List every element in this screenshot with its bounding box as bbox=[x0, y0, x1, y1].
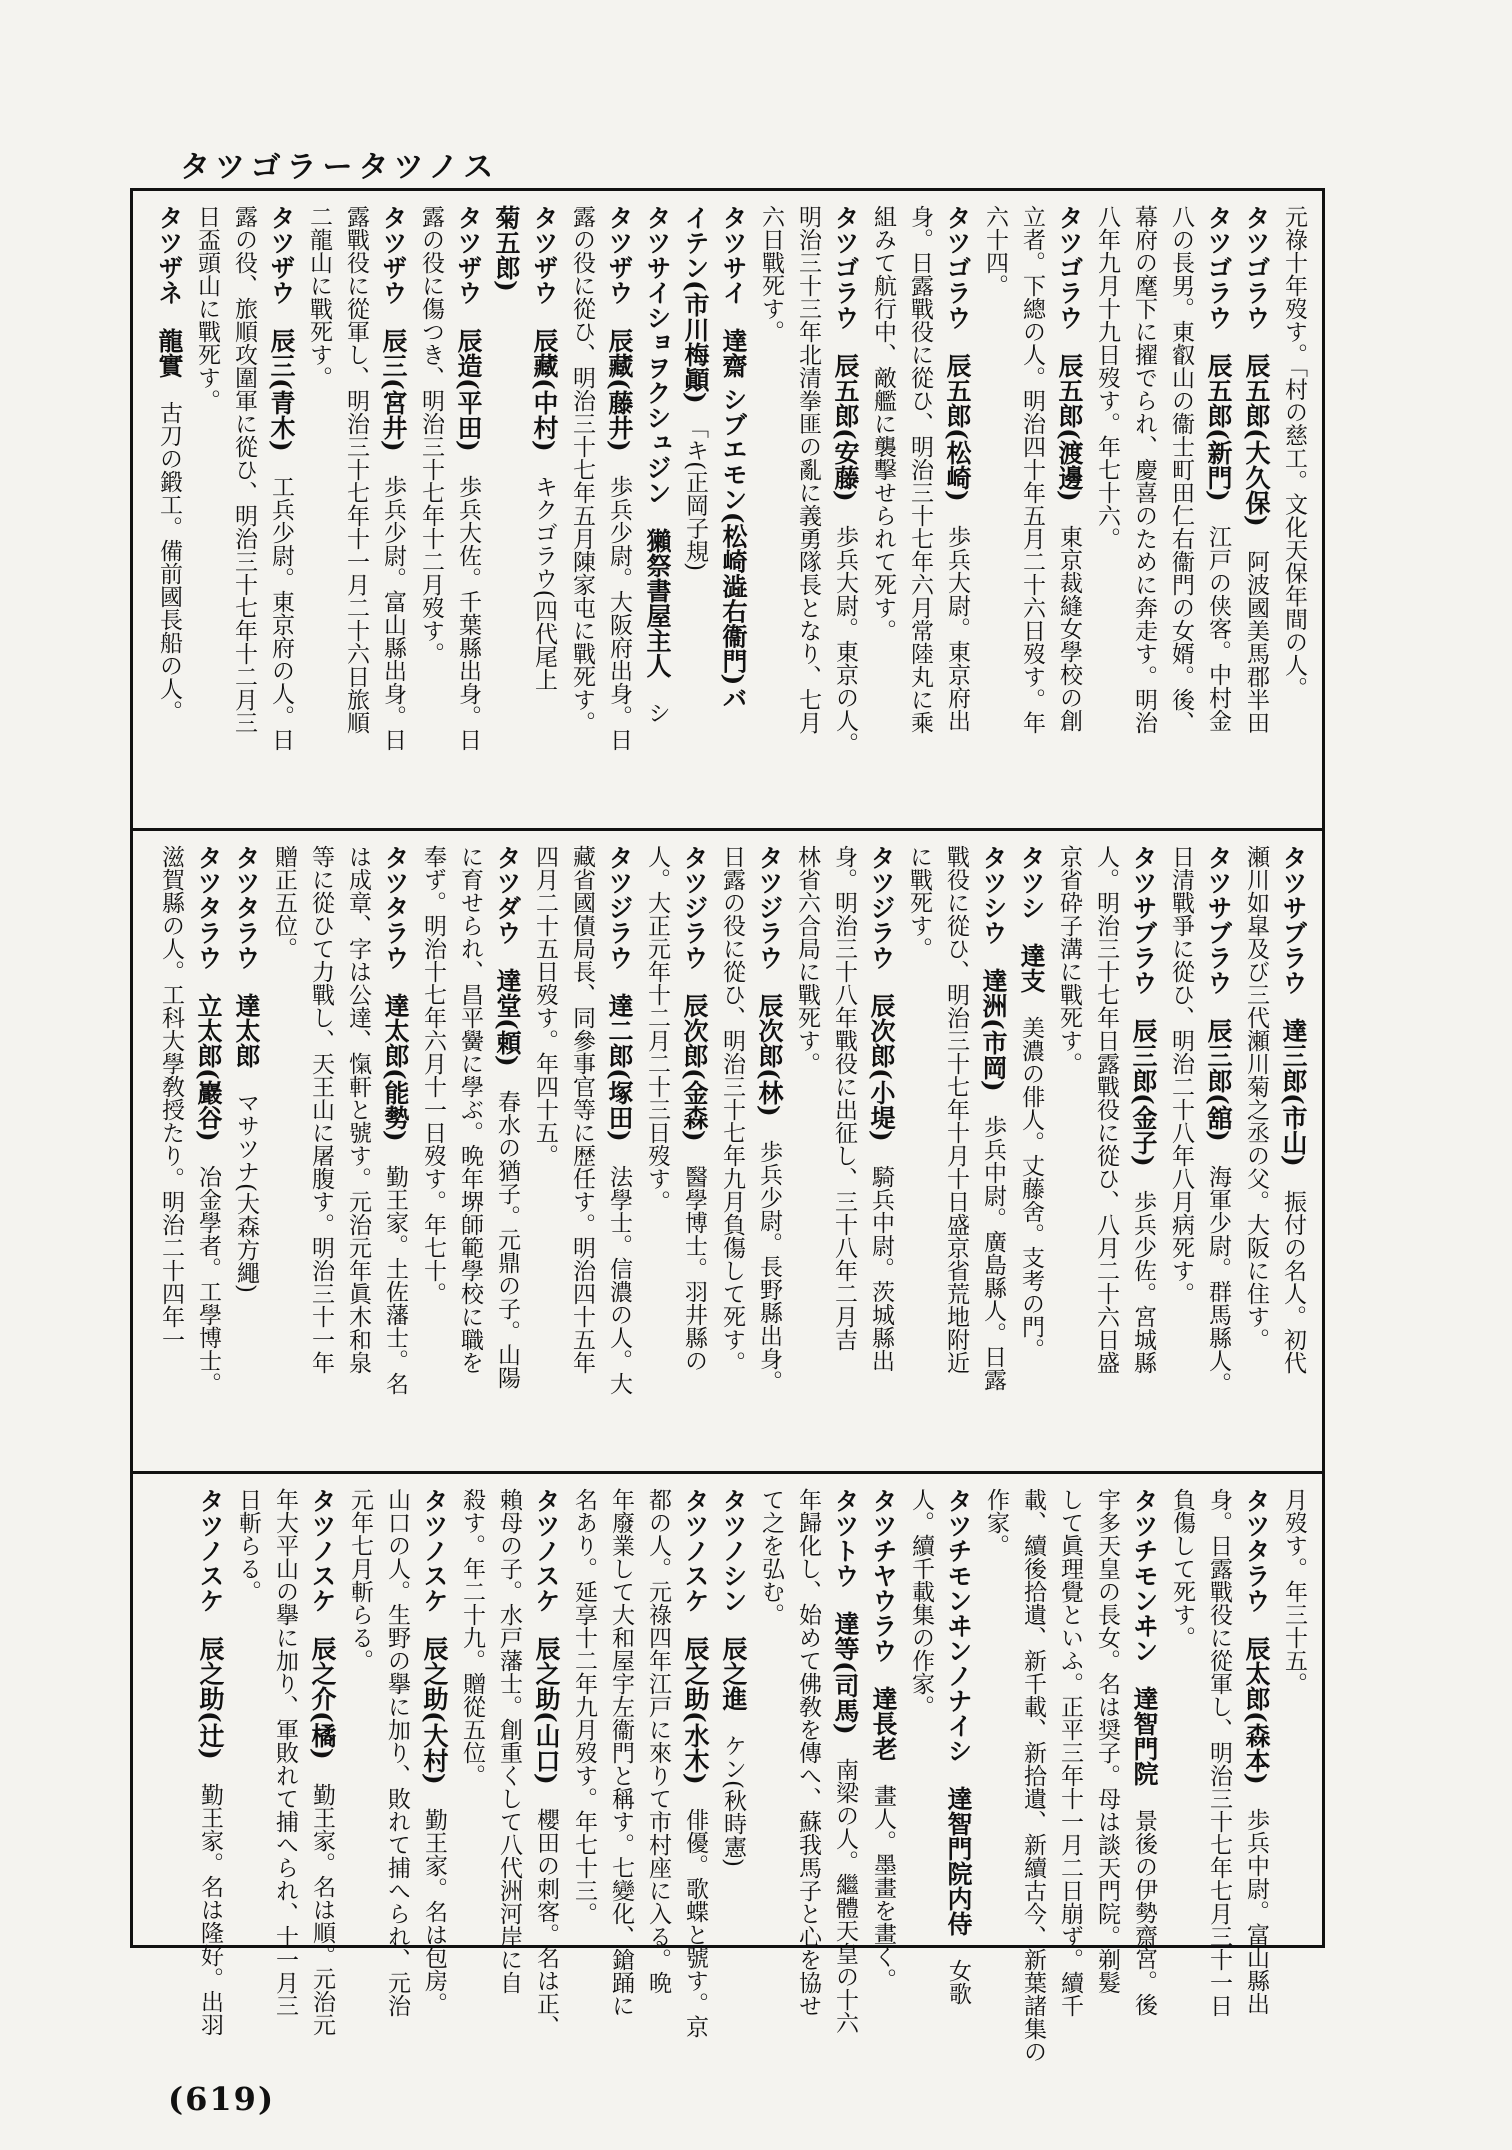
continuation-column bbox=[789, 205, 826, 818]
entry-text: 身。日露戰役に從ひ、明治三十七年六月常陸丸に乘 bbox=[907, 205, 933, 734]
entry-column bbox=[1050, 205, 1088, 818]
entry-text: 醫學博士。羽井縣の bbox=[681, 1164, 707, 1372]
entry-column bbox=[826, 205, 864, 818]
entry-headword: タツザウ bbox=[267, 205, 296, 305]
continuation-column bbox=[490, 1488, 527, 1994]
entry-headword: タツノシン bbox=[719, 1488, 748, 1613]
continuation-column bbox=[1087, 845, 1124, 1461]
continuation-column bbox=[378, 1488, 415, 2017]
entry-headword: タツタラウ bbox=[381, 845, 410, 970]
entry-text: 美濃の俳人。丈藤舍。支考の門。 bbox=[1018, 1016, 1044, 1361]
entry-text: 四月二十五日歿す。年四十五。 bbox=[532, 845, 558, 1167]
entry-text: 作家。 bbox=[983, 1488, 1009, 1557]
entry-text: 名あり。延享十二年九月歿す。年七十三。 bbox=[571, 1488, 597, 1925]
continuation-column bbox=[864, 205, 901, 818]
continuation-column bbox=[902, 1488, 939, 1938]
continuation-column bbox=[976, 205, 1013, 818]
entry-name: 達齋 シブエモン(松崎澁右衞門)バ bbox=[719, 328, 748, 711]
continuation-column bbox=[789, 1488, 826, 2017]
entry-column bbox=[376, 845, 414, 1461]
entry-headword: タツタラウ bbox=[1242, 1488, 1271, 1613]
entry-text: 等に從ひて力戰し、天王山に屠腹す。明治三十一年 bbox=[308, 845, 334, 1374]
continuation-column bbox=[188, 205, 225, 818]
entry-text: 露の役に從ひ、明治三十七年五月陳家屯に戰死す。 bbox=[569, 205, 595, 734]
entry-text: 六十四。 bbox=[982, 205, 1008, 297]
entry-text: 歩兵少佐。宮城縣 bbox=[1130, 1189, 1156, 1374]
entry-text: 人。大正元年十二月二十三日歿す。 bbox=[644, 845, 670, 1213]
entry-text: 賴母の子。水戸藩士。創重くして八代洲河岸に自 bbox=[496, 1488, 522, 1994]
entry-column bbox=[675, 845, 713, 1461]
continuation-column bbox=[937, 845, 974, 1461]
entry-text: は成章、字は公達、愾軒と號す。元治元年眞木和泉 bbox=[345, 845, 371, 1374]
entry-name: 辰之助(水木) bbox=[681, 1636, 710, 1785]
entry-headword: タツジラウ bbox=[680, 845, 709, 970]
entry-name: 辰五郎(大久保) bbox=[1242, 353, 1271, 527]
entry-column bbox=[525, 205, 563, 818]
entry-text: 露戰役に從軍し、明治三十七年十一月二十六日旅順 bbox=[343, 205, 369, 734]
entry-text: 日盃頭山に戰死す。 bbox=[194, 205, 220, 412]
entry-name: 達洲(市岡) bbox=[979, 968, 1008, 1092]
entry-column bbox=[1237, 205, 1275, 818]
entry-headword: タツザウ bbox=[530, 205, 559, 305]
entry-text: 歩兵大佐。千葉縣出身。日 bbox=[455, 474, 481, 751]
entry-name: 立太郎(巖谷) bbox=[194, 993, 223, 1142]
entry-text: 奉ず。明治十七年六月十一日歿す。年七十。 bbox=[420, 845, 446, 1305]
entry-headword: タツゴラウ bbox=[1055, 205, 1084, 330]
continuation-column bbox=[225, 205, 262, 818]
continuation-column bbox=[713, 845, 750, 1461]
entry-headword: タツチヤウラウ bbox=[869, 1488, 898, 1663]
entry-text: 人。明治三十七年日露戰役に從ひ、八月二十六日盛 bbox=[1093, 845, 1119, 1374]
entry-text: 海軍少尉。群馬縣人。 bbox=[1205, 1164, 1231, 1395]
entry-text: 山口の人。生野の擧に加り、敗れて捕へられ、元治 bbox=[384, 1488, 410, 2017]
entry-text: 法學士。信濃の人。大 bbox=[606, 1164, 632, 1395]
entry-text: 年歸化し、始めて佛敎を傳へ、蘇我馬子と心を協せ bbox=[795, 1488, 821, 2017]
entry-text: 人。續千載集の作家。 bbox=[908, 1488, 934, 1718]
entry-headword: タツノスケ bbox=[196, 1488, 225, 1613]
entry-headword: タツノスケ bbox=[532, 1488, 561, 1613]
continuation-column bbox=[337, 205, 374, 818]
continuation-column bbox=[1125, 205, 1162, 818]
entry-name: 辰次郎(小堤) bbox=[867, 993, 896, 1142]
entry-column bbox=[488, 845, 526, 1461]
entry-text: 年大平山の擧に加り、軍敗れて捕へられ、十一月三 bbox=[272, 1488, 298, 2017]
entry-name: 達長老 bbox=[869, 1686, 898, 1761]
entry-name: 辰造(平田) bbox=[454, 328, 483, 452]
page-number: (619) bbox=[168, 2080, 276, 2118]
entry-text: 騎兵中尉。茨城縣出 bbox=[868, 1164, 894, 1372]
entry-column bbox=[527, 1488, 565, 2038]
entry-column bbox=[1237, 1488, 1275, 2015]
entry-text: 歩兵少尉。大阪府出身。日 bbox=[606, 474, 632, 751]
continuation-column bbox=[825, 845, 862, 1461]
continuation-column bbox=[563, 205, 600, 818]
continuation-column bbox=[451, 845, 488, 1461]
entry-column bbox=[714, 1488, 752, 1938]
continuation-column bbox=[977, 1488, 1014, 1938]
entry-text: 林省六合局に戰死す。 bbox=[794, 845, 820, 1075]
entry-column bbox=[189, 845, 227, 1461]
continuation-column bbox=[638, 845, 675, 1461]
entry-text: 明治三十三年北清拳匪の亂に義勇隊長となり、七月 bbox=[795, 205, 821, 734]
entry-text: 古刀の鍛工。備前國長船の人。 bbox=[156, 401, 182, 723]
entry-text: 歩兵中尉。廣島縣人。日露 bbox=[980, 1114, 1006, 1391]
entry-text: 殺す。年二十九。贈從五位。 bbox=[459, 1488, 485, 1787]
entry-column bbox=[938, 205, 976, 818]
entry-column bbox=[1125, 1488, 1163, 2016]
entry-name: 辰藏(藤井) bbox=[605, 328, 634, 452]
entry-text: 身。明治三十八年戰役に出征し、三十八年二月吉 bbox=[831, 845, 857, 1351]
entry-name: 辰藏(中村) bbox=[530, 328, 559, 452]
entry-headword: タツサイ bbox=[719, 205, 748, 305]
entry-text: に育せられ、昌平黌に學ぶ。晩年堺師範學校に職を bbox=[457, 845, 483, 1374]
continuation-column bbox=[639, 1488, 676, 1994]
entry-name: 達三郎(市山) bbox=[1279, 1018, 1308, 1167]
entry-headword: タツザウ bbox=[454, 205, 483, 305]
entries-frame bbox=[130, 188, 1325, 2063]
entry-text: 俳優。歌蝶と號す。京 bbox=[682, 1807, 708, 2038]
entry-headword: タツチモンヰンノナイシ bbox=[944, 1488, 973, 1763]
continuation-column bbox=[302, 845, 339, 1461]
entry-text: 景後の伊勢齋宮。後 bbox=[1131, 1809, 1157, 2016]
entry-column bbox=[600, 205, 638, 818]
entry-name: 達支 bbox=[1017, 943, 1046, 993]
entry-text: 畫人。墨畫を畫く。 bbox=[870, 1784, 896, 1991]
entry-column bbox=[262, 205, 300, 818]
entry-text: 冶金學者。工學博士。 bbox=[195, 1164, 221, 1395]
entry-text: 江戸の侠客。中村金 bbox=[1205, 524, 1231, 732]
continuation-column bbox=[266, 1488, 303, 2017]
entry-headword: タツトウ bbox=[831, 1488, 860, 1588]
entry-column bbox=[1012, 845, 1050, 1461]
entry-name: 辰之助(山口) bbox=[532, 1636, 561, 1785]
continuation-column bbox=[1088, 1488, 1125, 1994]
continuation-column bbox=[526, 845, 563, 1461]
continuation-column bbox=[1051, 1488, 1088, 2017]
entry-column bbox=[714, 205, 752, 818]
entry-headword: タツサブラウ bbox=[1279, 845, 1308, 995]
entry-headword: タツザウ bbox=[379, 205, 408, 305]
continuation-column bbox=[1013, 205, 1050, 818]
continuation-column bbox=[265, 845, 302, 1461]
continuation-column bbox=[1162, 845, 1199, 1461]
entry-text: シ bbox=[644, 701, 670, 724]
continuation-column bbox=[1237, 845, 1274, 1461]
entry-name: 菊五郎) bbox=[492, 205, 521, 292]
entry-text: 載、續後拾遺、新千載、新拾遺、新續古今、新葉諸集の bbox=[1020, 1488, 1046, 2063]
continuation-column bbox=[1163, 1488, 1200, 1938]
entry-headword: タツサブラウ bbox=[1204, 845, 1233, 995]
continuation-column bbox=[229, 1488, 266, 1938]
entry-text: 身。日露戰役に從軍し、明治三十七年七月三十一日 bbox=[1206, 1488, 1232, 2017]
entry-column bbox=[227, 845, 265, 1461]
entry-name: 辰三(青木) bbox=[267, 328, 296, 452]
entry-name: 達太郎 bbox=[232, 993, 261, 1068]
entry-column bbox=[415, 1488, 453, 2015]
entry-headword: タツノスケ bbox=[308, 1488, 337, 1613]
entry-name: 辰之介(橘) bbox=[308, 1636, 337, 1760]
entry-headword: タツゴラウ bbox=[1242, 205, 1271, 330]
entry-text: 勤王家。名は順。元治元 bbox=[309, 1782, 335, 2036]
continuation-column bbox=[901, 205, 938, 818]
entry-name: イテン(市川梅顚) bbox=[681, 205, 710, 404]
entry-text: 負傷して死す。 bbox=[1169, 1488, 1195, 1649]
entry-column bbox=[1199, 205, 1237, 818]
entry-name: 達等(司馬) bbox=[831, 1611, 860, 1735]
entry-text: 元祿十年歿す。「村の慈工。文化天保年間の人。 bbox=[1281, 205, 1307, 700]
entry-text: 女歌 bbox=[945, 1959, 971, 2005]
entry-name: 辰五郎(松崎) bbox=[943, 353, 972, 502]
entry-name: 辰之助(辻) bbox=[196, 1636, 225, 1760]
entry-text: 工兵少尉。東京府の人。日 bbox=[268, 474, 294, 751]
continuation-column bbox=[453, 1488, 490, 1938]
entry-text: 勤王家。名は隆好。出羽 bbox=[197, 1782, 223, 2036]
continuation-column bbox=[900, 845, 937, 1461]
entry-column bbox=[939, 1488, 977, 2005]
continuation-column bbox=[300, 205, 337, 818]
entry-text: 歩兵少尉。富山縣出身。日 bbox=[380, 474, 406, 751]
continuation-column bbox=[752, 1488, 789, 1938]
continuation-column bbox=[563, 845, 600, 1461]
continuation-column bbox=[1014, 1488, 1051, 2063]
entry-headword: タツゴラウ bbox=[943, 205, 972, 330]
entry-name: 辰次郎(林) bbox=[755, 993, 784, 1117]
entry-text: 歩兵少尉。長野縣出身。 bbox=[756, 1139, 782, 1393]
entry-text: て之を弘む。 bbox=[758, 1488, 784, 1626]
entry-name: 辰次郎(金森) bbox=[680, 993, 709, 1142]
entry-text: して眞理覺といふ。正平三年十一月二日崩ず。續千 bbox=[1057, 1488, 1083, 2017]
entry-text: 「キ(正岡子規) bbox=[682, 426, 708, 572]
entry-band-bottom bbox=[133, 1474, 1322, 2063]
entry-headword: タツゴラウ bbox=[831, 205, 860, 330]
continuation-column bbox=[487, 205, 525, 818]
entry-text: 八の長男。東叡山の衞士町田仁右衞門の女婿。後、 bbox=[1168, 205, 1194, 734]
entry-name: 辰三郎(舘) bbox=[1204, 1018, 1233, 1142]
entry-column bbox=[638, 205, 676, 818]
continuation-column bbox=[1088, 205, 1125, 818]
entry-text: 東京裁縫女學校の創 bbox=[1056, 524, 1082, 732]
entry-name: 辰五郎(渡邊) bbox=[1055, 353, 1084, 502]
entry-name: 達智門院 bbox=[1130, 1686, 1159, 1786]
entry-text: 勤王家。名は包房。 bbox=[421, 1807, 447, 2015]
continuation-column bbox=[412, 205, 449, 818]
entry-text: 春水の猶子。元鼎の子。山陽 bbox=[494, 1089, 520, 1389]
entry-text: 振付の名人。初代 bbox=[1280, 1189, 1306, 1374]
entry-name: 辰之進 bbox=[719, 1636, 748, 1711]
entry-text: 歩兵中尉。富山縣出 bbox=[1243, 1807, 1269, 2015]
continuation-column bbox=[676, 205, 714, 818]
entry-text: 立者。下總の人。明治四十年五月二十六日歿す。年 bbox=[1019, 205, 1045, 734]
entry-headword: タツザウ bbox=[605, 205, 634, 305]
entry-text: 勤王家。土佐藩士。名 bbox=[382, 1164, 408, 1395]
entry-headword: タツダウ bbox=[493, 845, 522, 945]
entry-text: 戰役に從ひ、明治三十七年十月十日盛京省荒地附近 bbox=[943, 845, 969, 1374]
entry-name: 辰之助(大村) bbox=[420, 1636, 449, 1785]
continuation-column bbox=[414, 845, 451, 1461]
entry-text: 日露の役に從ひ、明治三十七年九月負傷して死す。 bbox=[719, 845, 745, 1374]
entry-text: マサツナ(大森方繩) bbox=[233, 1091, 259, 1293]
continuation-column bbox=[752, 205, 789, 818]
entry-band-top bbox=[133, 191, 1322, 828]
entry-headword: タツシ bbox=[1017, 845, 1046, 920]
entry-column bbox=[374, 205, 412, 818]
entry-text: 月歿す。年三十五。 bbox=[1281, 1488, 1307, 1695]
continuation-column bbox=[1050, 845, 1087, 1461]
entry-text: 六日戰死す。 bbox=[758, 205, 784, 343]
entry-text: 京省砕子溝に戰死す。 bbox=[1056, 845, 1082, 1075]
entry-name: 辰太郎(森本) bbox=[1242, 1636, 1271, 1785]
entry-headword: タツゴラウ bbox=[1204, 205, 1233, 330]
entry-text: 贈正五位。 bbox=[271, 845, 297, 960]
entry-column bbox=[750, 845, 788, 1461]
entry-headword: タツジラウ bbox=[605, 845, 634, 970]
continuation-column bbox=[1200, 1488, 1237, 2017]
entry-column bbox=[600, 845, 638, 1461]
entry-text: 宇多天皇の長女。名は奨子。母は談天門院。剃髮 bbox=[1094, 1488, 1120, 1994]
entry-column bbox=[864, 1488, 902, 1991]
entry-text: 二龍山に戰死す。 bbox=[306, 205, 332, 389]
entry-headword: タツノスケ bbox=[681, 1488, 710, 1613]
entry-headword: タツチモンヰン bbox=[1130, 1488, 1159, 1663]
entry-name: 龍實 bbox=[155, 328, 184, 378]
entry-text: 歩兵大尉。東京の人。 bbox=[832, 524, 858, 755]
entry-headword: タツサイショヲクシュジン bbox=[643, 205, 672, 505]
entry-text: 南梁の人。繼體天皇の十六 bbox=[832, 1757, 858, 2034]
continuation-column bbox=[788, 845, 825, 1461]
entry-headword: タツノスケ bbox=[420, 1488, 449, 1613]
running-head: タツゴラータツノス bbox=[180, 150, 500, 185]
entry-column bbox=[1124, 845, 1162, 1461]
entry-column bbox=[974, 845, 1012, 1461]
entry-text: 年廢業して大和屋宇左衞門と稱す。七變化、鎗踊に bbox=[608, 1488, 634, 2017]
entry-name: 達智門院内侍 bbox=[944, 1786, 973, 1936]
entry-name: 達堂(頼) bbox=[493, 968, 522, 1067]
entry-headword: タツタラウ bbox=[232, 845, 261, 970]
entry-text: 組みて航行中、敵艦に襲擊せられて死す。 bbox=[870, 205, 896, 642]
entry-headword: タツシウ bbox=[979, 845, 1008, 945]
entry-column bbox=[449, 205, 487, 818]
entry-text: 露の役、旅順攻圍軍に從ひ、明治三十七年十二月三 bbox=[231, 205, 257, 734]
entry-text: 八年九月十九日歿す。年七十六。 bbox=[1094, 205, 1120, 550]
entry-text: 歩兵大尉。東京府出 bbox=[944, 524, 970, 732]
entry-text: 阿波國美馬郡半田 bbox=[1243, 549, 1269, 734]
continuation-column bbox=[1275, 1488, 1312, 1938]
entry-name: 辰五郎(安藤) bbox=[831, 353, 860, 502]
entry-name: 達二郎(塚田) bbox=[605, 993, 634, 1142]
entry-name: 辰五郎(新門) bbox=[1204, 353, 1233, 502]
entry-text: 日斬らる。 bbox=[235, 1488, 261, 1603]
entry-text: 瀬川如皐及び三代瀬川菊之丞の父。大阪に住す。 bbox=[1243, 845, 1269, 1351]
entry-headword: タツジラウ bbox=[867, 845, 896, 970]
continuation-column bbox=[341, 1488, 378, 1938]
entry-name: 辰三郎(金子) bbox=[1129, 1018, 1158, 1167]
entry-text: 幕府の麾下に擢でられ、慶喜のために奔走す。明治 bbox=[1131, 205, 1157, 734]
entry-text: 元年七月斬らる。 bbox=[347, 1488, 373, 1672]
entry-column bbox=[1199, 845, 1237, 1461]
entry-name: 獺祭書屋主人 bbox=[643, 528, 672, 678]
entry-column bbox=[191, 1488, 229, 2036]
entry-headword: タツサブラウ bbox=[1129, 845, 1158, 995]
continuation-column bbox=[339, 845, 376, 1461]
entry-headword: タツタラウ bbox=[194, 845, 223, 970]
continuation-column bbox=[602, 1488, 639, 2017]
entry-column bbox=[862, 845, 900, 1461]
entry-text: 日清戰爭に從ひ、明治二十八年八月病死す。 bbox=[1168, 845, 1194, 1305]
entry-text: 滋賀縣の人。工科大學敎授たり。明治二十四年一 bbox=[158, 845, 184, 1351]
entry-headword: タツザネ bbox=[155, 205, 184, 305]
entry-text: 藏省國債局長、同參事官等に歴任す。明治四十五年 bbox=[569, 845, 595, 1374]
continuation-column bbox=[1162, 205, 1199, 818]
entry-text: に戰死す。 bbox=[906, 845, 932, 960]
entry-column bbox=[676, 1488, 714, 2038]
continuation-column bbox=[1275, 205, 1312, 818]
entry-text: キクゴラウ(四代尾上 bbox=[531, 474, 557, 691]
continuation-column bbox=[152, 845, 189, 1461]
entry-column bbox=[826, 1488, 864, 2034]
entry-text: 都の人。元祿四年江戸に來りて市村座に入る。晩 bbox=[645, 1488, 671, 1994]
entry-name: 達太郎(能勢) bbox=[381, 993, 410, 1142]
entry-column bbox=[1274, 845, 1312, 1461]
entry-headword: タツジラウ bbox=[755, 845, 784, 970]
entry-text: ケン(秋時憲) bbox=[720, 1734, 746, 1867]
continuation-column bbox=[565, 1488, 602, 1938]
entry-text: 露の役に傷つき、明治三十七年十二月歿す。 bbox=[418, 205, 444, 665]
entry-column bbox=[303, 1488, 341, 2036]
entry-band-middle bbox=[133, 831, 1322, 1471]
entry-column bbox=[150, 205, 188, 818]
entry-name: 辰三(宮井) bbox=[379, 328, 408, 452]
entry-text: 櫻田の刺客。名は正、 bbox=[533, 1807, 559, 2038]
